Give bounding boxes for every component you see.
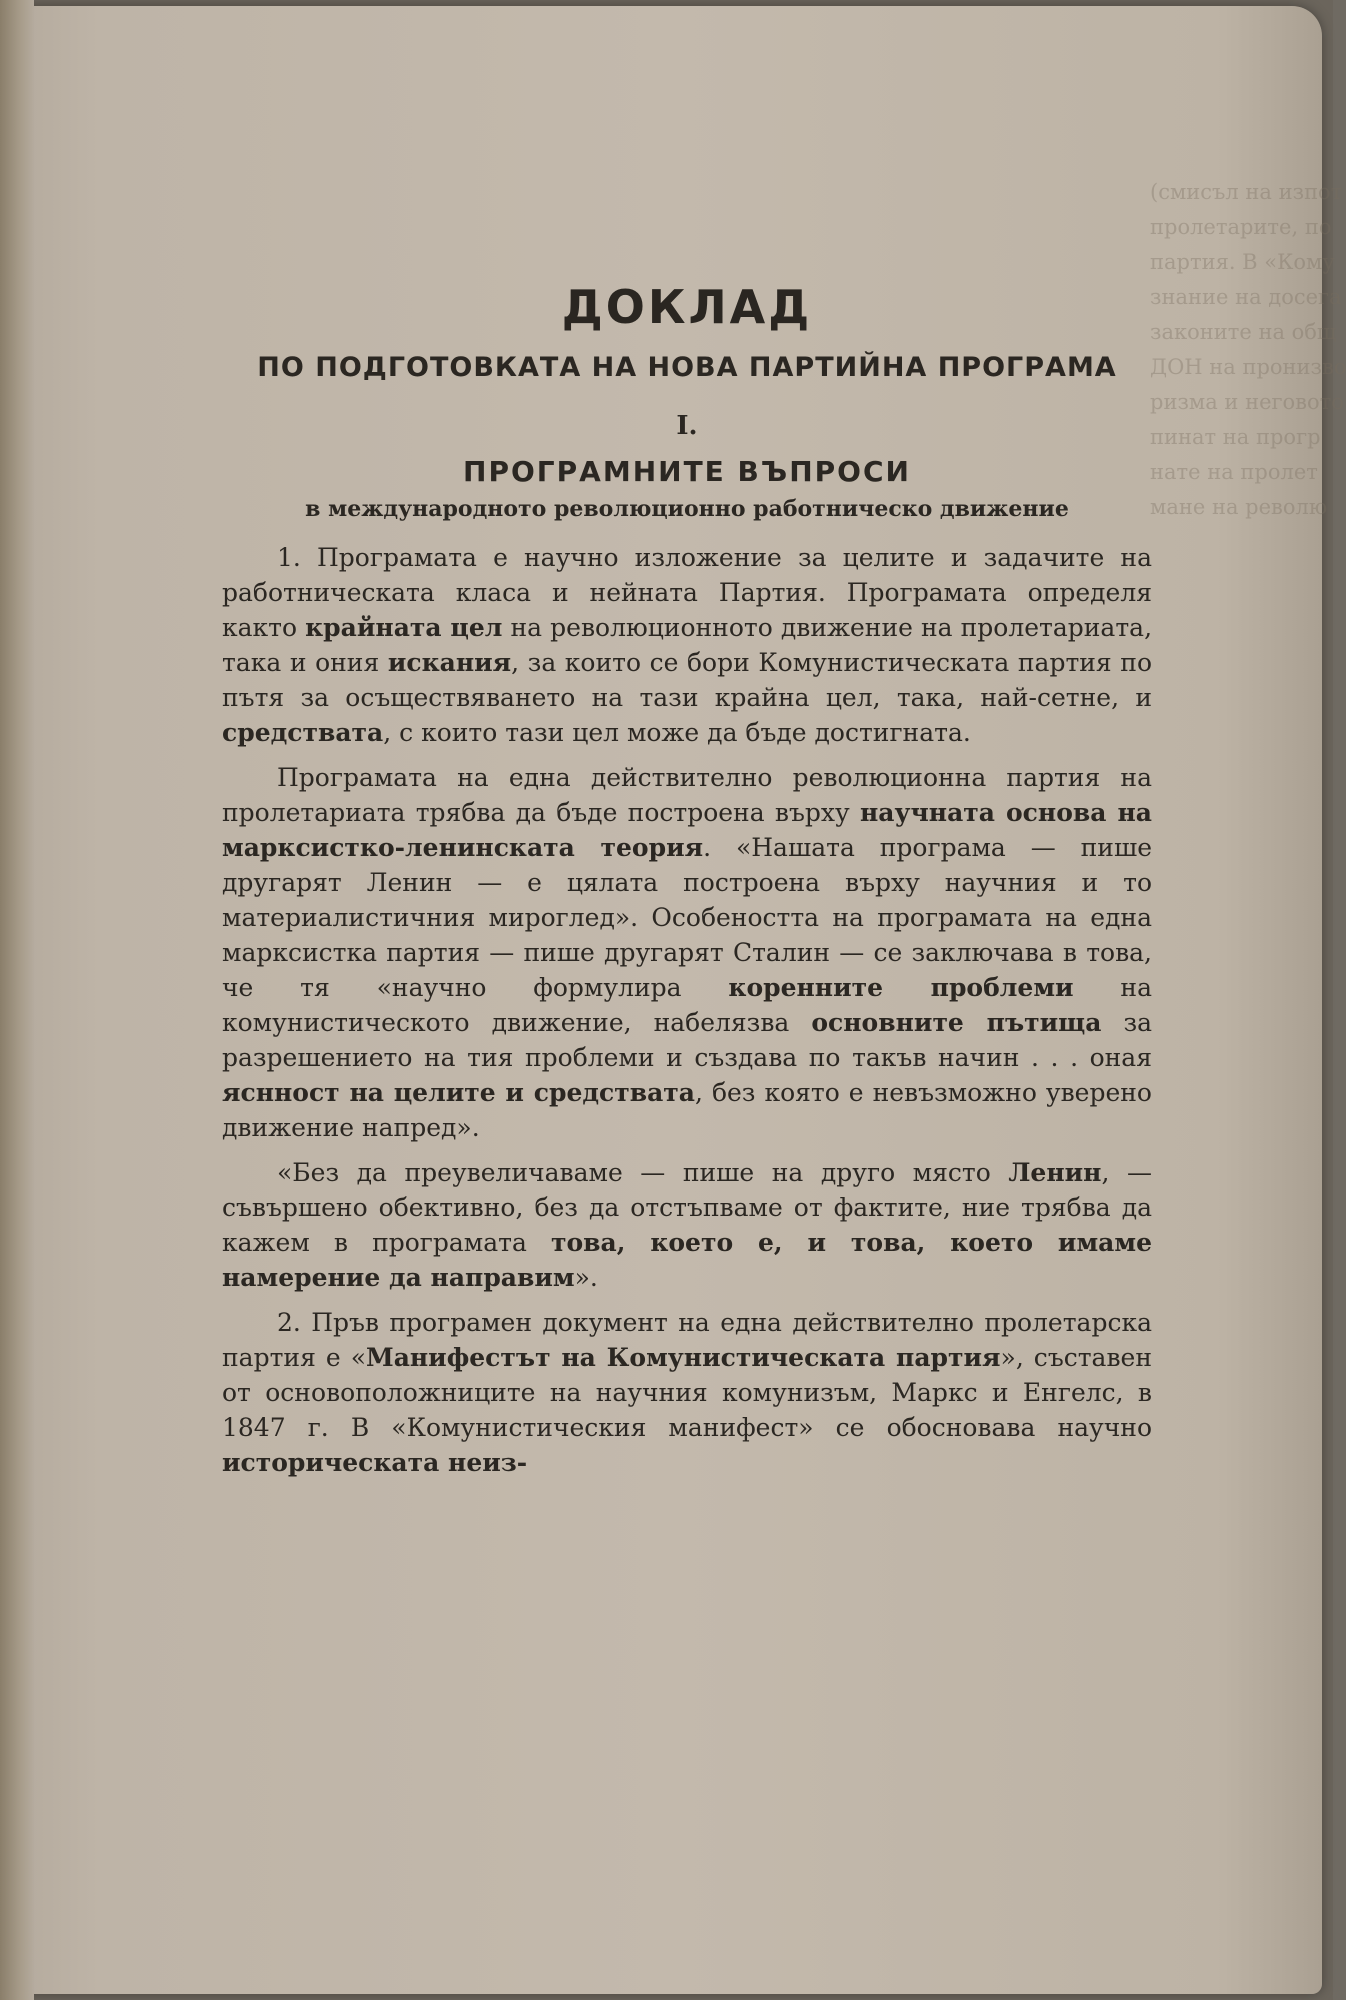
- section-number: I.: [676, 411, 698, 441]
- emphasis-text: основните пътища: [811, 1008, 1102, 1037]
- doc-title: ДОКЛАД: [561, 280, 813, 334]
- ghost-line: мане на револю: [1150, 495, 1328, 519]
- ghost-line: пинат на прогр: [1150, 425, 1321, 449]
- section-title: ПРОГРАМНИТЕ ВЪПРОСИ: [463, 455, 911, 488]
- body-text: 1. Програмата е научно изложение за целите и задачите на работническата класа и нейната Партия. Програмата определя както: [222, 543, 1152, 642]
- ghost-line: партия. В «Кому: [1150, 250, 1335, 274]
- binding-edge: [0, 0, 34, 2000]
- emphasis-text: Ленин: [1008, 1158, 1102, 1187]
- ghost-line: ризма и неговото: [1150, 390, 1344, 414]
- body-text: за разрешението на тия проблеми и създава по такъв начин . . . оная: [222, 1008, 1152, 1072]
- paragraph: [222, 1155, 1152, 1295]
- emphasis-text: научната основа на марксистко-ленинската теория: [222, 798, 1152, 862]
- bleed-through-text: [1150, 175, 1346, 525]
- emphasis-text: яснност на целите и средствата: [222, 1078, 695, 1107]
- ghost-line: законите на общ: [1150, 320, 1337, 344]
- body-text: ».: [574, 1263, 598, 1292]
- paragraph: [222, 1305, 1152, 1480]
- emphasis-text: Манифестът на Комунистическата партия: [366, 1343, 1001, 1372]
- ghost-line: ДОН на пронизво: [1150, 355, 1346, 379]
- ghost-line: знание на досега: [1150, 285, 1342, 309]
- emphasis-text: историческата неиз-: [222, 1448, 528, 1477]
- doc-subtitle: ПО ПОДГОТОВКАТА НА НОВА ПАРТИЙНА ПРОГРАМА: [257, 352, 1117, 383]
- emphasis-text: средствата: [222, 718, 384, 747]
- paragraph: [222, 760, 1152, 1145]
- emphasis-text: искания: [387, 648, 512, 677]
- ghost-line: (смисъл на изпот: [1150, 180, 1343, 204]
- body-text: , без която е невъзможно уверено движение напред».: [222, 1078, 1152, 1142]
- body-text: на комунистическото движение, набелязва: [222, 973, 1152, 1037]
- body-text: », съставен от основоположниците на научния комунизъм, Маркс и Енгелс, в 1847 г. В «Комунистическия манифест» се обосновава научно: [222, 1343, 1152, 1442]
- body-text: 2. Пръв програмен документ на една действително пролетарска партия е «: [222, 1308, 1152, 1372]
- emphasis-text: това, което е, и това, което имаме намерение да направим: [222, 1228, 1152, 1292]
- body-text: . «Нашата програма — пише другарят Ленин — е цялата построена върху научния и то материалистичния мироглед». Особеността на програмата на една марксистка партия — пише другарят Сталин — се заключава в това, че тя «научно формулира: [222, 833, 1153, 1002]
- body-text: на революционното движение на пролетариата, така и ония: [222, 613, 1153, 677]
- section-subtitle: в международното революционно работническо движение: [305, 496, 1069, 522]
- ghost-line: нате на пролет: [1150, 460, 1318, 484]
- body-text: Програмата на една действително революционна партия на пролетариата трябва да бъде построена върху: [222, 763, 1152, 827]
- body-text: , — съвършено обективно, без да отстъпваме от фактите, ние трябва да кажем в програмата: [222, 1158, 1152, 1257]
- emphasis-text: крайната цел: [305, 613, 503, 642]
- body-text: , за които се бори Комунистическата партия по пътя за осъществяването на тази крайна цел, така, най-сетне, и: [222, 648, 1152, 712]
- ghost-line: пролетарите, по: [1150, 215, 1332, 239]
- document-body: [222, 280, 1152, 1490]
- paragraph: [222, 540, 1152, 750]
- body-text: «Без да преувеличаваме — пише на друго място: [277, 1158, 1009, 1187]
- emphasis-text: коренните проблеми: [728, 973, 1074, 1002]
- body-text: , с които тази цел може да бъде достигната.: [383, 718, 971, 747]
